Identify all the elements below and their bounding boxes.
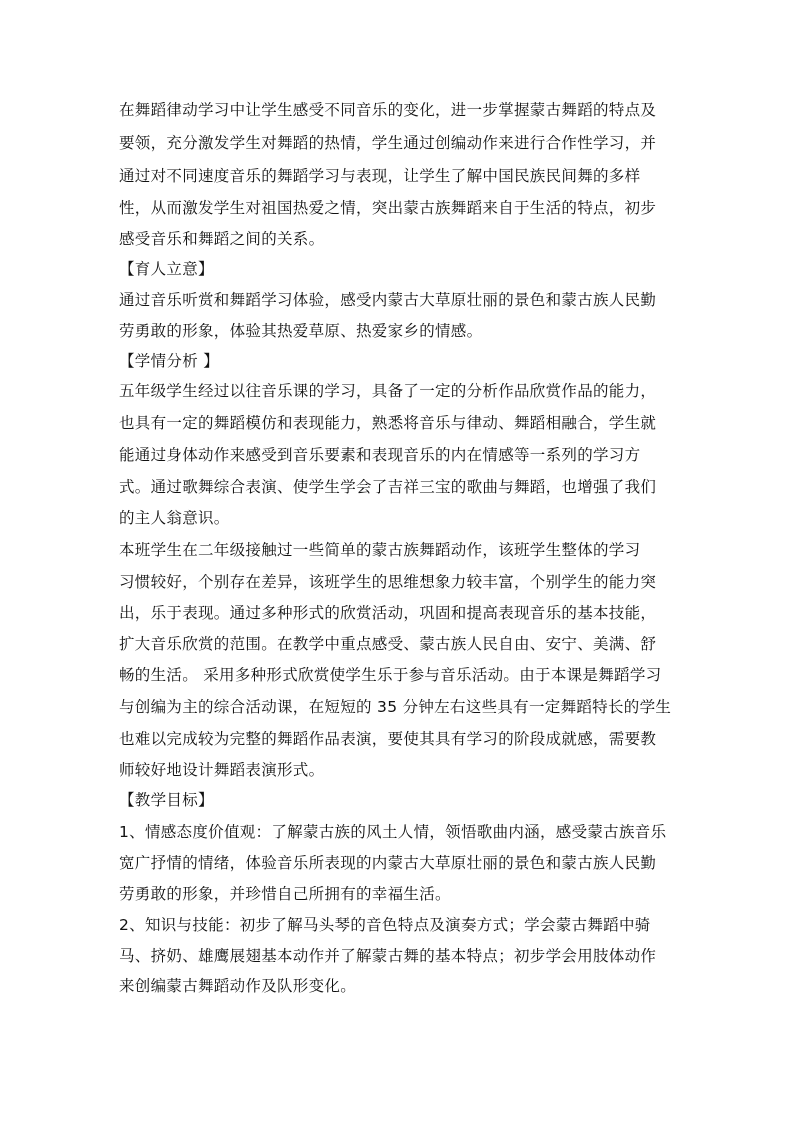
section-heading: 【教学目标】 (119, 791, 214, 809)
text-line: 扩大音乐欣赏的范围。在教学中重点感受、蒙古族人民自由、安宁、美满、舒 (119, 635, 657, 653)
text-line: 习惯较好，个别存在差异，该班学生的思维想象力较丰富，个别学生的能力突 (119, 573, 657, 591)
section-heading: 【学情分析 】 (119, 352, 220, 370)
text-line: 师较好地设计舞蹈表演形式。 (119, 761, 325, 779)
text-line: 式。通过歌舞综合表演、使学生学会了吉祥三宝的歌曲与舞蹈，也增强了我们 (119, 478, 657, 496)
text-line: 出，乐于表现。通过多种形式的欣赏活动，巩固和提高表现音乐的基本技能， (119, 604, 657, 622)
text-line: 来创编蒙古舞蹈动作及队形变化。 (119, 977, 357, 995)
text-line: 宽广抒情的情绪，体验音乐所表现的内蒙古大草原壮丽的景色和蒙古族人民勤 (119, 854, 657, 872)
text-line: 劳勇敢的形象，体验其热爱草原、热爱家乡的情感。 (119, 322, 483, 340)
text-line: 通过对不同速度音乐的舞蹈学习与表现，让学生了解中国民族民间舞的多样 (119, 167, 641, 185)
text-line: 本班学生在二年级接触过一些简单的蒙古族舞蹈动作，该班学生整体的学习 (119, 541, 641, 559)
text-line: 也具有一定的舞蹈模仿和表现能力，熟悉将音乐与律动、舞蹈相融合，学生就 (119, 414, 657, 432)
text-line: 五年级学生经过以往音乐课的学习，具备了一定的分析作品欣赏作品的能力， (119, 382, 657, 400)
text-line: 感受音乐和舞蹈之间的关系。 (119, 230, 325, 248)
text-line: 在舞蹈律动学习中让学生感受不同音乐的变化，进一步掌握蒙古舞蹈的特点及 (119, 101, 657, 119)
text-line: 与创编为主的综合活动课，在短短的 35 分钟左右这些具有一定舞蹈特长的学生 (119, 698, 672, 716)
text-line: 马、挤奶、雄鹰展翅基本动作并了解蒙古舞的基本特点；初步学会用肢体动作 (119, 947, 657, 965)
text-line: 2、知识与技能：初步了解马头琴的音色特点及演奏方式；学会蒙古舞蹈中骑 (119, 916, 651, 934)
text-line: 要领，充分激发学生对舞蹈的热情，学生通过创编动作来进行合作性学习，并 (119, 134, 657, 152)
text-line: 1、情感态度价值观：了解蒙古族的风土人情，领悟歌曲内涵，感受蒙古族音乐 (119, 823, 667, 841)
text-line: 性，从而激发学生对祖国热爱之情，突出蒙古族舞蹈来自于生活的特点，初步 (119, 199, 657, 217)
text-line: 劳勇敢的形象，并珍惜自己所拥有的幸福生活。 (119, 885, 451, 903)
section-heading: 【育人立意】 (119, 260, 214, 278)
text-line: 能通过身体动作来感受到音乐要素和表现音乐的内在情感等一系列的学习方 (119, 446, 641, 464)
text-line: 的主人翁意识。 (119, 509, 230, 527)
text-line: 畅的生活。 采用多种形式欣赏使学生乐于参与音乐活动。由于本课是舞蹈学习 (119, 666, 662, 684)
text-line: 通过音乐听赏和舞蹈学习体验，感受内蒙古大草原壮丽的景色和蒙古族人民勤 (119, 291, 657, 309)
text-line: 也难以完成较为完整的舞蹈作品表演，要使其具有学习的阶段成就感，需要教 (119, 730, 657, 748)
